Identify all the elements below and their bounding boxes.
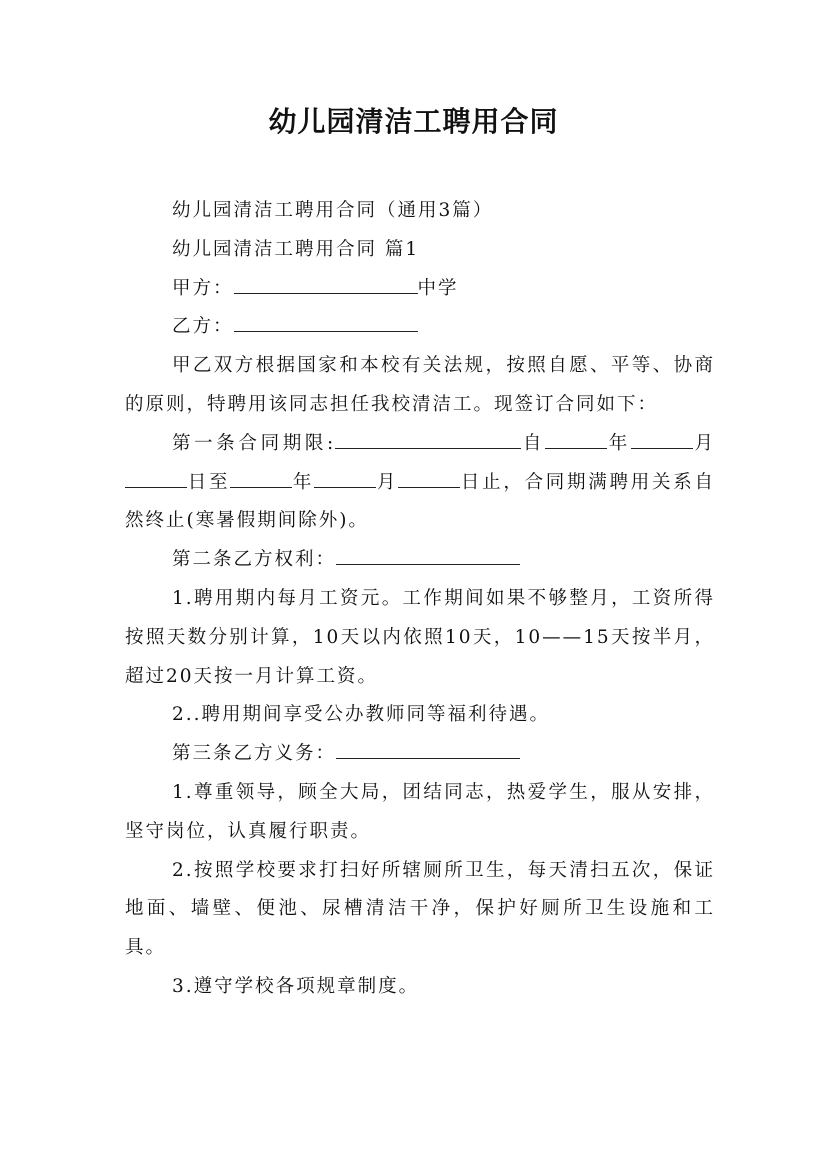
article1-month2: 月 bbox=[376, 471, 399, 493]
article2-blank bbox=[336, 546, 520, 565]
section-heading: 幼儿园清洁工聘用合同 篇1 bbox=[172, 238, 420, 260]
party-a-suffix: 中学 bbox=[417, 277, 459, 299]
article3-item3: 3.遵守学校各项规章制度。 bbox=[172, 975, 420, 997]
party-a-blank bbox=[234, 275, 418, 294]
party-a-line bbox=[125, 270, 715, 309]
article3-blank bbox=[336, 740, 520, 759]
article3-item1: 1.尊重领导，顾全大局，团结同志，热爱学生，服从安排，坚守岗位，认真履行职责。 bbox=[125, 781, 715, 842]
article2-label: 第二条乙方权利： bbox=[172, 549, 337, 571]
party-b-line bbox=[125, 308, 715, 347]
article3-item2: 2.按照学校要求打扫好所辖厕所卫生，每天清扫五次，保证地面、墙壁、便池、尿槽清洁干净，保护好厕所卫生设施和工具。 bbox=[125, 859, 715, 959]
blank-month2 bbox=[314, 469, 376, 488]
article1-from: 自 bbox=[521, 432, 546, 454]
article1-month1: 月 bbox=[692, 432, 715, 454]
party-b-label: 乙方： bbox=[172, 316, 234, 338]
document-title: 幼儿园清洁工聘用合同 bbox=[268, 105, 559, 138]
article1-label: 第一条合同期限: bbox=[172, 432, 336, 454]
party-a-label: 甲方： bbox=[172, 277, 234, 299]
blank-year2 bbox=[230, 469, 292, 488]
article2-heading bbox=[125, 541, 715, 580]
article1-year1: 年 bbox=[607, 432, 631, 454]
document-body bbox=[125, 192, 715, 1007]
article2-item2: 2..聘用期间享受公办教师同等福利待遇。 bbox=[172, 704, 551, 726]
article3-label: 第三条乙方义务： bbox=[172, 743, 337, 765]
blank-day1 bbox=[125, 469, 187, 488]
article1-day1: 日至 bbox=[187, 471, 231, 493]
blank-month1 bbox=[631, 430, 693, 449]
blank-year1 bbox=[545, 430, 607, 449]
article1-paragraph bbox=[125, 425, 715, 541]
article1-year2: 年 bbox=[292, 471, 315, 493]
article2-item1: 1.聘用期内每月工资元。工作期间如果不够整月，工资所得按照天数分别计算，10天以内依照10天，10——15天按半月，超过20天按一月计算工资。 bbox=[125, 587, 715, 687]
article1-end: 日止，合同期满聘用关系自然终止(寒暑假期间除外)。 bbox=[125, 471, 715, 532]
article3-heading bbox=[125, 735, 715, 774]
blank-day2 bbox=[398, 469, 460, 488]
article1-blank bbox=[335, 430, 521, 449]
party-b-blank bbox=[234, 313, 418, 332]
subtitle: 幼儿园清洁工聘用合同（通用3篇） bbox=[172, 200, 494, 221]
intro-paragraph: 甲乙双方根据国家和本校有关法规，按照自愿、平等、协商的原则，特聘用该同志担任我校清洁工。现签订合同如下： bbox=[125, 355, 715, 415]
